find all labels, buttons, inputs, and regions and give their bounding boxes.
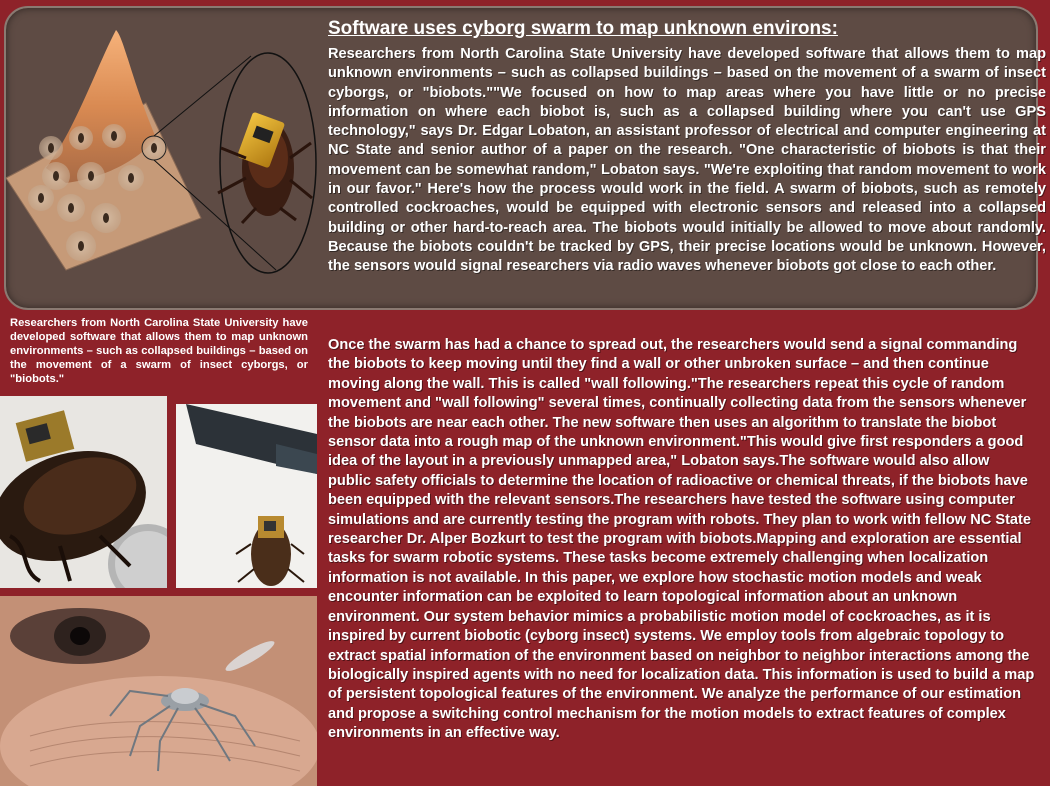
headline: Software uses cyborg swarm to map unknown environs: bbox=[328, 18, 838, 39]
beetle-with-device-photo bbox=[176, 404, 317, 588]
article-paragraph-main: Once the swarm has had a chance to spread out, the researchers would send a signal commanding the biobots to keep moving until they find a wall or other unbroken surface – and then continue moving along the wall. This is called "wall following."The researchers repeat this cycle of random movement and "wall following" several times, continually collecting data from the sensors whenever the biobots are near each other. The new software then uses an algorithm to translate the biobot sensor data into a rough map of the unknown environment."This would give first responders a good idea of the layout in a previously unmapped area," Lobaton says.The software would also allow public safety officials to determine the location of radioactive or chemical threats, if the biobots have been equipped with the relevant sensors.The researchers have tested the software using computer simulations and are currently testing the program with robots. They plan to work with fellow NC State researcher Dr. Alper Bozkurt to test the program with biobots.Mapping and exploration are essential tasks for swarm robotic systems. These tasks become extremely challenging when localization information is not available. In this paper, we explore how stochastic motion models and weak encounter information can be exploited to learn topological information about an unknown environment. Our system behavior mimics a probabilistic motion model of cockroaches, as it is inspired by current biobotic (cyborg insect) systems. We employ tools from algebraic topology to extract spatial information of the environment based on neighbor to neighbor interactions among the biologically inspired agents with no need for localization data. This information is used to build a map of persistent topological features of the environment. We analyze the performance of our estimation and propose a switching control mechanism for the motion models to extract features of complex environments in an effective way. bbox=[328, 337, 1035, 742]
cockroach-with-chip-photo bbox=[0, 396, 167, 588]
image-caption: Researchers from North Carolina State University have developed software that allows them to map unknown environments – such as collapsed buildings – based on the movement of a swarm of insect cyborgs, or "biobots." bbox=[10, 317, 308, 385]
swarm-map-illustration bbox=[6, 8, 326, 308]
cyborg-cockroach-icon bbox=[218, 112, 312, 223]
article-paragraph-top: Researchers from North Carolina State University have developed software that allows them to map unknown environments – such as collapsed buildings – based on the movement of a swarm of insect cyborgs, or "biobots.""We focused on how to map areas where you have little or no precise information on where each biobot is, such as a collapsed building where you can't use GPS technology," says Dr. Edgar Lobaton, an assistant professor of electrical and computer engineering at NC State and senior author of a paper on the research. "One characteristic of biobots is that their movement can be somewhat random," Lobaton says. "We're exploiting that random movement to work in our favor." Here's how the process would work in the field. A swarm of biobots, such as remotely controlled cockroaches, would be equipped with electronic sensors and released into a collapsed building or other hard-to-reach area. The biobots would initially be allowed to move about randomly. Because the biobots couldn't be tracked by GPS, their precise locations would be unknown. However, the sensors would signal researchers via radio waves whenever biobots got close to each other. bbox=[328, 46, 1046, 275]
robot-insect-on-finger-photo bbox=[0, 596, 317, 786]
